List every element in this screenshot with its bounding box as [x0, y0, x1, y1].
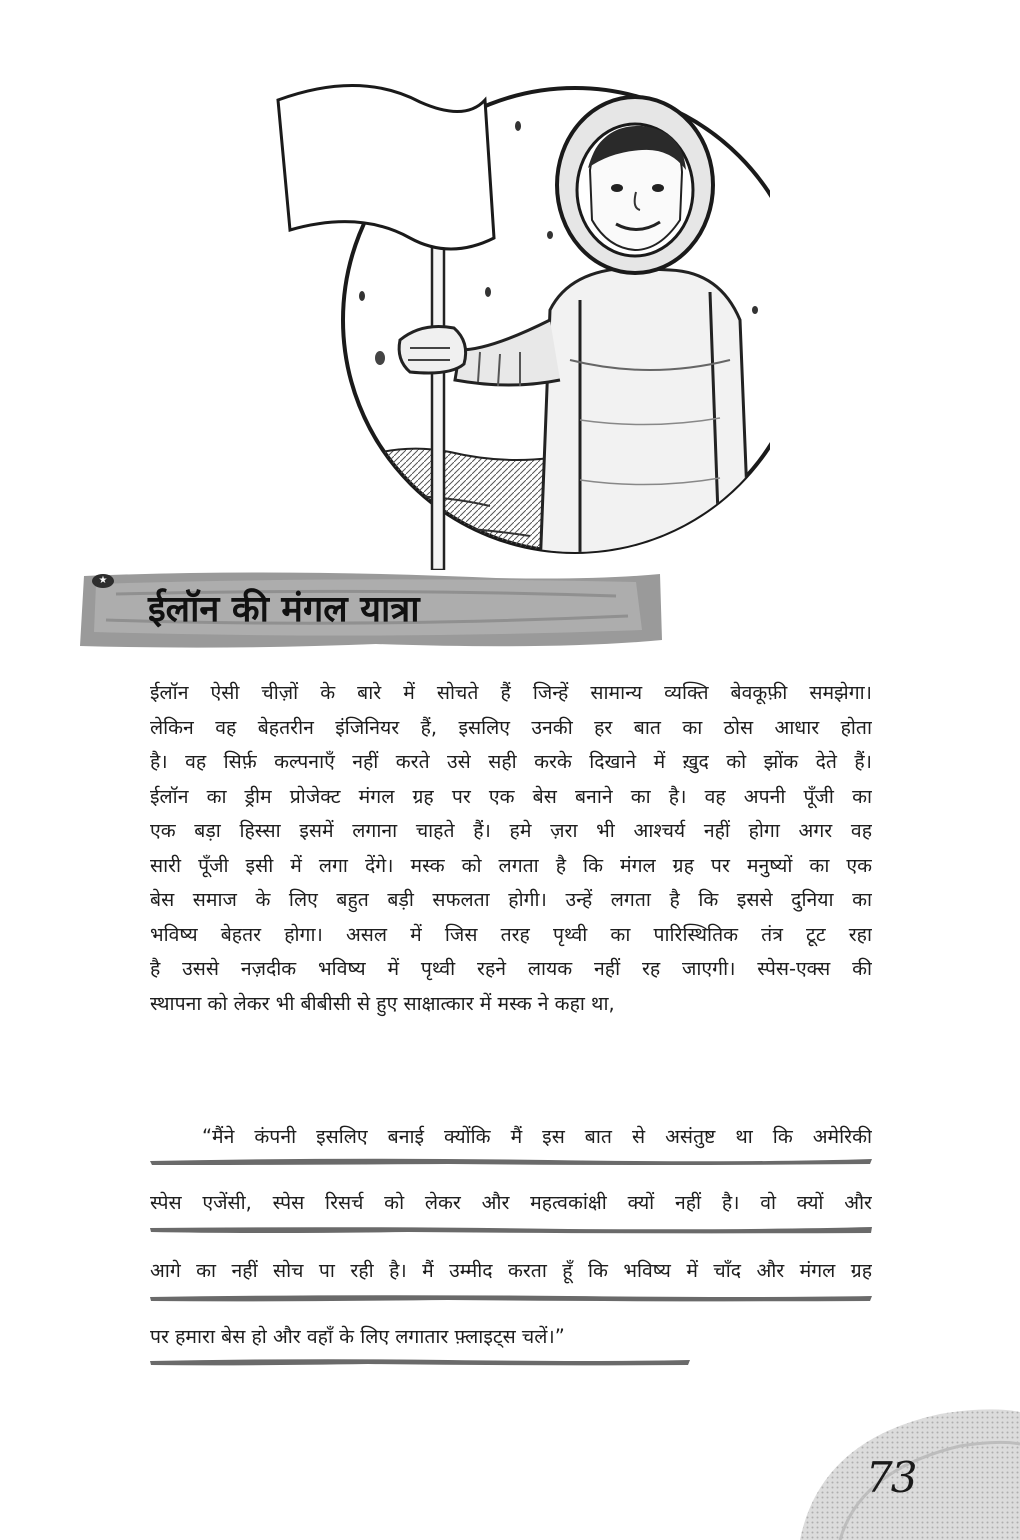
body-line: भविष्य बेहतर होगा। असल में जिस तरह पृथ्वी का पारिस्थितिक तंत्र टूट रहा — [150, 922, 872, 946]
astronaut-illustration — [250, 60, 770, 570]
star-icon: ★ — [92, 574, 114, 588]
body-paragraph — [150, 676, 872, 1021]
quote-line: आगे का नहीं सोच पा रही है। मैं उम्मीद करता हूँ कि भविष्य में चाँद और मंगल ग्रह — [150, 1259, 872, 1282]
section-title: ईलॉन की मंगल यात्रा — [148, 589, 420, 630]
body-line: एक बड़ा हिस्सा इसमें लगाना चाहते हैं। हमे ज़रा भी आश्चर्य नहीं होगा अगर वह — [150, 819, 872, 842]
quote-underline — [148, 1356, 692, 1366]
body-line: स्थापना को लेकर भी बीबीसी से हुए साक्षात्कार में मस्क ने कहा था, — [150, 991, 615, 1015]
quote-underline — [148, 1156, 874, 1166]
body-line: है। वह सिर्फ़ कल्पनाएँ नहीं करते उसे सही करके दिखाने में ख़ुद को झोंक देते हैं। — [150, 750, 872, 773]
body-line: बेस समाज के लिए बहुत बड़ी सफलता होगी। उन्हें लगता है कि इससे दुनिया का — [150, 888, 872, 911]
body-line: है उससे नज़दीक भविष्य में पृथ्वी रहने लायक नहीं रह जाएगी। स्पेस-एक्स की — [150, 957, 872, 980]
quote-line: “मैंने कंपनी इसलिए बनाई क्योंकि मैं इस बात से असंतुष्ट था कि अमेरिकी — [202, 1125, 872, 1148]
quote-underline — [148, 1224, 874, 1234]
body-line: ईलॉन ऐसी चीज़ों के बारे में सोचते हैं जिन्हें सामान्य व्यक्ति बेवकूफ़ी समझेगा। — [150, 681, 872, 704]
quote-line: पर हमारा बेस हो और वहाँ के लिए लगातार फ़्लाइट्स चलें।” — [150, 1325, 565, 1348]
body-line: लेकिन वह बेहतरीन इंजिनियर हैं, इसलिए उनकी हर बात का ठोस आधार होता — [150, 715, 872, 739]
body-line: ईलॉन का ड्रीम प्रोजेक्ट मंगल ग्रह पर एक बेस बनाने का है। वह अपनी पूँजी का — [150, 784, 872, 808]
body-line: सारी पूँजी इसी में लगा देंगे। मस्क को लगता है कि मंगल ग्रह पर मनुष्यों का एक — [150, 853, 872, 877]
quote-underline — [148, 1292, 874, 1302]
quote-line: स्पेस एजेंसी, स्पेस रिसर्च को लेकर और महत्वकांक्षी क्यों नहीं है। वो क्यों और — [150, 1191, 872, 1214]
page-number: 73 — [866, 1453, 916, 1502]
